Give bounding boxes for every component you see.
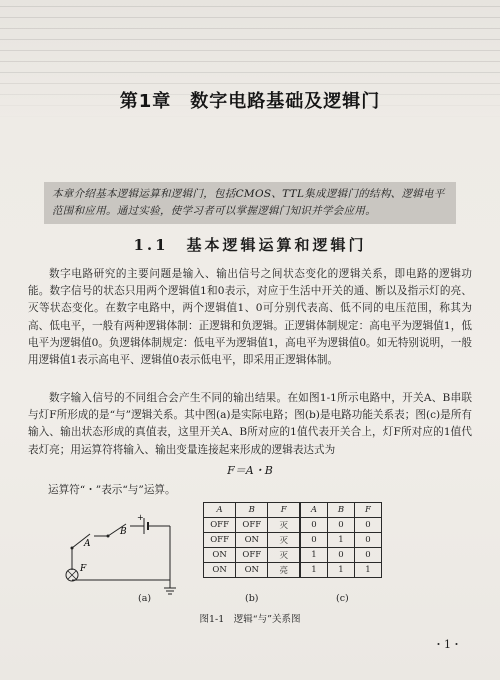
label-plus: + <box>137 513 144 522</box>
header-f: F <box>268 503 300 518</box>
header-a: A <box>204 503 236 518</box>
table-cell: 0 <box>355 518 382 533</box>
operator-note: 运算符“・”表示“与”运算。 <box>48 484 176 496</box>
subfigure-label-b: (b) <box>245 593 259 604</box>
table-header-row <box>301 503 382 518</box>
table-cell: OFF <box>204 518 236 533</box>
paragraph-and-relation: 数字输入信号的不同组合会产生不同的输出结果。在如图1-1所示电路中，开关A、B串联与灯F所形成的是“与”逻辑关系。其中图(a)是实际电路；图(b)是电路功能关系表；图(c)是所有输入、输出状态形成的真值表，这里开关A、B所对应的1值代表开关合上，灯F所对应的1值代表灯亮；用运算符将输入、输出变量连接起来形成的逻辑表达式为 <box>28 392 472 456</box>
header-a: A <box>301 503 328 518</box>
table-row <box>301 563 382 578</box>
chapter-title: 第1章 数字电路基础及逻辑门 <box>119 91 381 112</box>
table-row <box>301 533 382 548</box>
table-cell: 灭 <box>268 548 300 563</box>
table-cell: OFF <box>204 533 236 548</box>
table-row <box>204 548 300 563</box>
function-table <box>203 502 300 578</box>
header-b: B <box>328 503 355 518</box>
table-header-row <box>204 503 300 518</box>
table-cell: ON <box>236 533 268 548</box>
logic-expression: F＝A・B <box>227 464 273 477</box>
header-b: B <box>236 503 268 518</box>
table-row <box>301 548 382 563</box>
table-cell: 0 <box>301 533 328 548</box>
table-cell: 1 <box>355 563 382 578</box>
table-cell: 0 <box>328 518 355 533</box>
table-cell: 灭 <box>268 533 300 548</box>
table-cell: 0 <box>355 533 382 548</box>
section-title: 1.1 基本逻辑运算和逻辑门 <box>133 236 367 254</box>
table-row <box>301 518 382 533</box>
label-b: B <box>120 527 127 537</box>
table-cell: 1 <box>328 533 355 548</box>
paragraph-logic-values: 数字电路研究的主要问题是输入、输出信号之间状态变化的逻辑关系，即电路的逻辑功能。数字信号的状态只用两个逻辑值1和0表示，对应于生活中开关的通、断以及指示灯的亮、灭等状态变化。在数字电路中，两个逻辑值1、0可分别代表高、低不同的电压范围，称其为高、低电平，一般有两种逻辑体制：正逻辑和负逻辑。正逻辑体制规定：高电平为逻辑值1，低电平为逻辑值0。负逻辑体制规定：低电平为逻辑值1，高电平为逻辑值0。如无特别说明，一般用逻辑值1表示高电平、逻辑值0表示低电平，即采用正逻辑体制。 <box>28 268 472 367</box>
table-cell: ON <box>204 548 236 563</box>
figure-caption: 图1-1 逻辑“与”关系图 <box>199 614 301 625</box>
table-cell: 1 <box>301 563 328 578</box>
table-cell: 1 <box>328 563 355 578</box>
label-a: A <box>84 539 91 549</box>
table-cell: OFF <box>236 518 268 533</box>
table-cell: ON <box>236 563 268 578</box>
table-cell: 1 <box>301 548 328 563</box>
page-number: ・1・ <box>433 638 462 651</box>
truth-table <box>300 502 382 578</box>
table-cell: ON <box>204 563 236 578</box>
table-cell: 0 <box>355 548 382 563</box>
table-row <box>204 518 300 533</box>
table-cell: 0 <box>328 548 355 563</box>
table-cell: OFF <box>236 548 268 563</box>
header-f: F <box>355 503 382 518</box>
subfigure-label-a: (a) <box>138 593 152 604</box>
table-cell: 灭 <box>268 518 300 533</box>
subfigure-label-c: (c) <box>336 593 349 604</box>
circuit-diagram <box>60 498 200 598</box>
table-cell: 亮 <box>268 563 300 578</box>
chapter-intro-box: 本章介绍基本逻辑运算和逻辑门，包括CMOS、TTL集成逻辑门的结构、逻辑电平范围和应用。通过实验，使学习者可以掌握逻辑门知识并学会应用。 <box>44 182 456 224</box>
table-row <box>204 563 300 578</box>
table-cell: 0 <box>301 518 328 533</box>
table-row <box>204 533 300 548</box>
label-f: F <box>80 564 87 574</box>
